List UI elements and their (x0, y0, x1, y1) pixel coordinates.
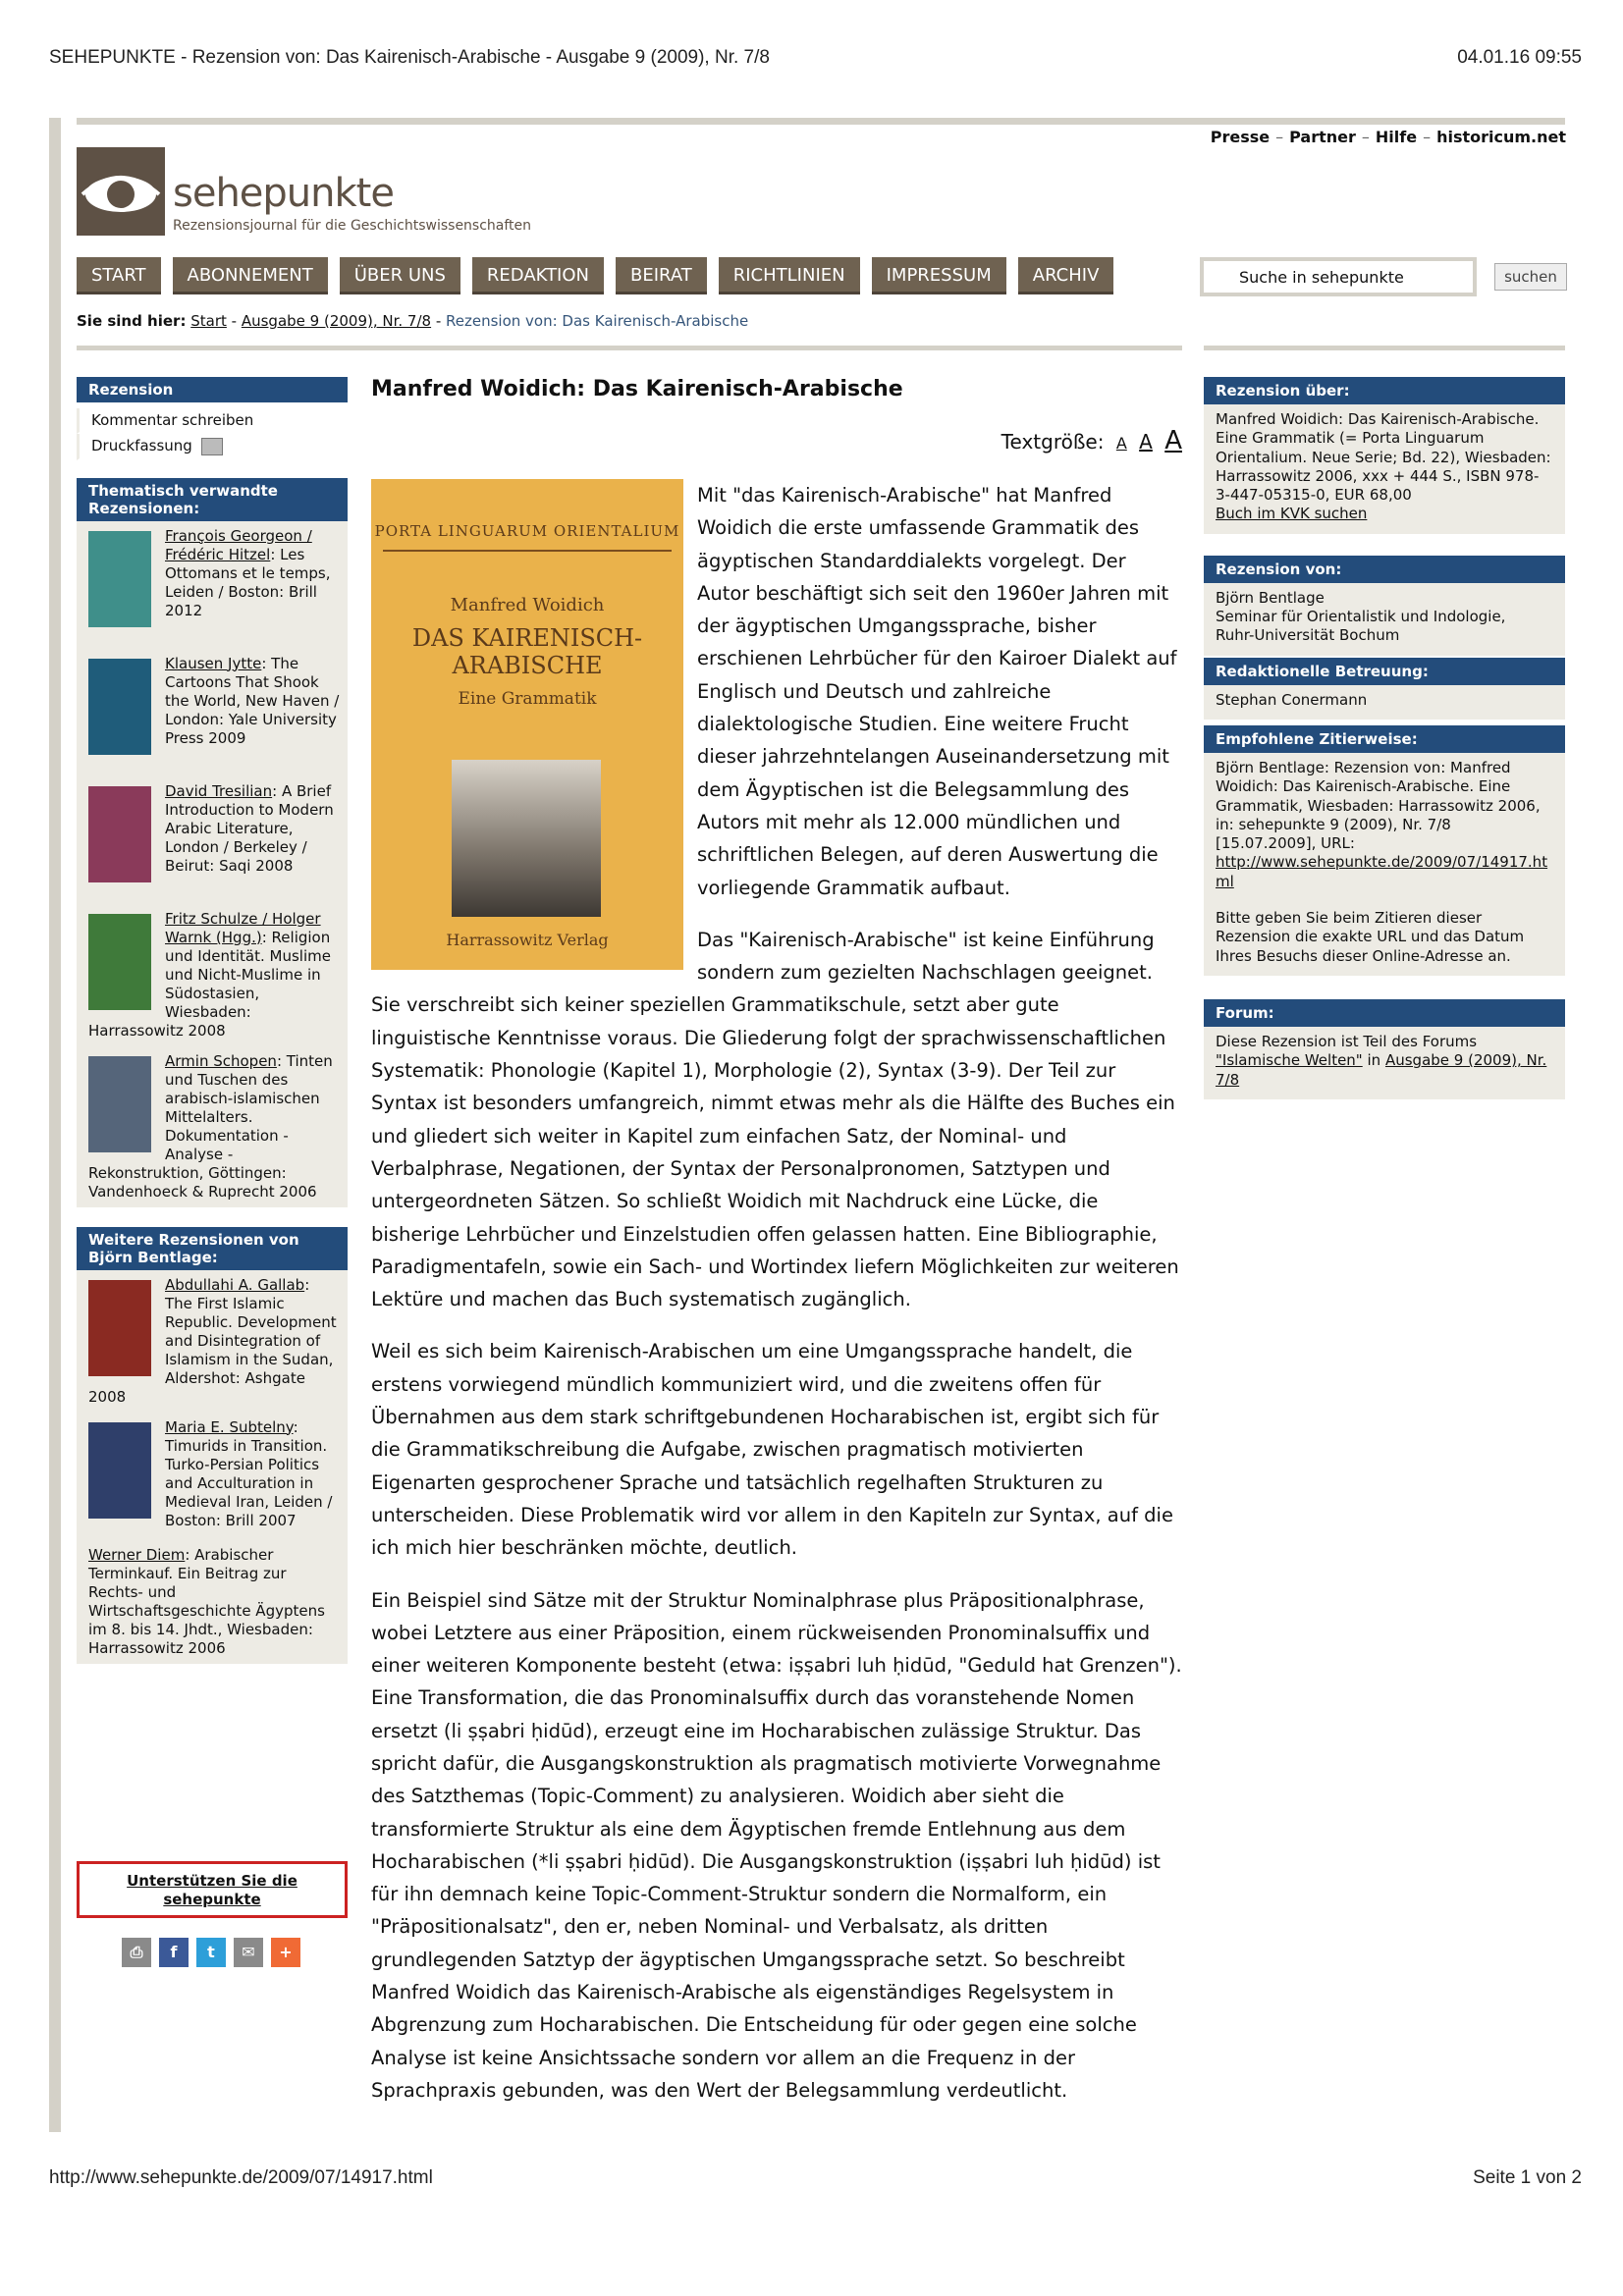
left-decor-rule (49, 118, 61, 2132)
book-thumbnail[interactable] (88, 659, 151, 755)
nav-redaktion[interactable]: REDAKTION (472, 257, 604, 294)
related-item[interactable] (77, 776, 348, 904)
print-page: Seite 1 von 2 (1473, 2167, 1582, 2188)
cover-publisher: Harrassowitz Verlag (446, 931, 609, 949)
kvk-link[interactable]: Buch im KVK suchen (1216, 505, 1368, 523)
search-input[interactable] (1204, 261, 1473, 293)
top-decor-rule (77, 118, 1565, 125)
book-thumbnail[interactable] (88, 914, 151, 1010)
about-text: Manfred Woidich: Das Kairenisch-Arabische. Eine Grammatik (= Porta Linguarum Orientalium. Neue Serie; Bd. 22), Wiesbaden: Harrassowitz 2006, xxx + 444 S., ISBN 978-3-447-05315-0, EUR 68,00 (1216, 410, 1551, 505)
print-url: http://www.sehepunkte.de/2009/07/14917.html (49, 2167, 433, 2188)
twitter-icon[interactable]: t (196, 1938, 226, 1967)
about-body (1204, 404, 1565, 534)
top-links: Presse – Partner – Hilfe – historicum.net (1210, 128, 1566, 146)
nav-impressum[interactable]: IMPRESSUM (872, 257, 1006, 294)
book-thumbnail[interactable] (88, 531, 151, 627)
breadcrumb: Sie sind hier: Start - Ausgabe 9 (2009), Nr. 7/8 - Rezension von: Das Kairenisch-Arabische (77, 312, 749, 330)
nav-richtlinien[interactable]: RICHTLINIEN (719, 257, 860, 294)
print-title: SEHEPUNKTE - Rezension von: Das Kairenisch-Arabische - Ausgabe 9 (2009), Nr. 7/8 (49, 47, 770, 68)
nav-archiv[interactable]: ARCHIV (1018, 257, 1114, 294)
more-item[interactable] (77, 1270, 348, 1413)
printer-icon (201, 438, 223, 455)
review-authors[interactable]: Maria E. Subtelny (165, 1417, 294, 1436)
book-thumbnail[interactable] (88, 786, 151, 882)
nav-beirat[interactable]: BEIRAT (616, 257, 707, 294)
logo-name: sehepunkte (173, 171, 394, 216)
book-cover (371, 479, 683, 970)
editor-head: Redaktionelle Betreuung: (1204, 658, 1565, 685)
text-size-large[interactable]: A (1164, 426, 1182, 455)
review-title: : Tinten und Tuschen des arabisch-islamischen Mittelalters. Dokumentation - Analyse - Rekonstruktion, Göttingen: Vandenhoeck & Ruprecht 2006 (88, 1051, 333, 1201)
cite-head: Empfohlene Zitierweise: (1204, 725, 1565, 753)
review-title: : Arabischer Terminkauf. Ein Beitrag zur Rechts- und Wirtschaftsgeschichte Ägyptens im 8. bis 14. Jhdt., Wiesbaden: Harrassowitz 2006 (88, 1545, 325, 1657)
more-item[interactable] (77, 1413, 348, 1540)
editor-body (1204, 685, 1565, 720)
link-partner[interactable]: Partner (1289, 128, 1356, 146)
review-authors[interactable]: Abdullahi A. Gallab (165, 1275, 305, 1294)
breadcrumb-prefix: Sie sind hier: (77, 312, 187, 330)
paragraph-2: Das "Kairenisch-Arabische" ist keine Einführung sondern zum gezielten Nachschlagen geeignet. Sie verschreibt sich keiner speziellen Grammatikschule, setzt aber gute linguistische Kenntnisse voraus. Die Gliederung folgt der sprachwissenschaftlichen Systematik: Phonologie (Kapitel 1), Morphologie (2), Syntax (3-9). Der Teil zur Syntax ist besonders umfangreich, nimmt etwas mehr als die Hälfte des Buches ein und gliedert sich weiter in Kapitel zum einfachen Satz, der Nominal- und Verbalphrase, Negationen, der Syntax der Personalpronomen, Satztypen und untergeordneten Sätzen. So schließt Woidich mit Nachdruck eine Lücke, die bisherige Lehrbücher und Einzelstudien offen gelassen hatten. Eine Bibliographie, Paradigmentafeln, sowie ein Sach- und Wortindex liefern Möglichkeiten zur weiteren Lektüre und machen das Buch systematisch zugänglich. (371, 928, 1179, 1311)
print-datetime: 04.01.16 09:55 (1457, 47, 1582, 68)
share-buttons (122, 1938, 308, 1967)
print-icon[interactable]: ⎙ (122, 1938, 151, 1967)
link-hilfe[interactable]: Hilfe (1375, 128, 1418, 146)
related-item[interactable] (77, 904, 348, 1046)
main-nav (77, 257, 1125, 296)
text-size-medium[interactable]: A (1139, 430, 1153, 454)
review-authors[interactable]: David Tresilian (165, 781, 273, 800)
link-presse[interactable]: Presse (1210, 128, 1271, 146)
paragraph-3: Weil es sich beim Kairenisch-Arabischen um eine Umgangssprache handelt, die erstens vorwiegend mündlich kommuniziert wird, und die zweitens offen für Übernahmen aus dem stark schriftgebundenen Hocharabischen ist, ergibt sich für die Grammatikschreibung die Aufgabe, zwischen pragmatisch motivierten Eigenarten gesprochener Sprache und tatsächlich regelhaften Strukturen zu unterscheiden. Diese Problematik wird vor allem in den Kapiteln zur Syntax, auf die ich mich hier beschränken möchte, deutlich. (371, 1340, 1173, 1560)
main-content (371, 377, 1182, 2102)
kommentar-link[interactable]: Kommentar schreiben (77, 408, 348, 434)
reviewer-name: Björn Bentlage (1216, 588, 1325, 607)
forum-issue-link[interactable]: Ausgabe 9 (2009), Nr. 7/8 (1216, 1051, 1547, 1089)
site-logo[interactable] (77, 147, 587, 238)
cover-mosque-photo (452, 760, 601, 917)
breadcrumb-issue[interactable]: Ausgabe 9 (2009), Nr. 7/8 (241, 312, 432, 330)
about-head: Rezension über: (1204, 377, 1565, 404)
forum-mid: in (1367, 1051, 1381, 1070)
cover-series: PORTA LINGUARUM ORIENTALIUM (374, 522, 680, 540)
breadcrumb-start[interactable]: Start (190, 312, 227, 330)
cover-title: DAS KAIRENISCH-ARABISCHE (411, 624, 643, 679)
review-authors[interactable]: Armin Schopen (165, 1051, 277, 1070)
breadcrumb-rule-right (1204, 346, 1565, 350)
forum-prefix: Diese Rezension ist Teil des Forums (1216, 1032, 1478, 1050)
link-historicum[interactable]: historicum.net (1436, 128, 1566, 146)
related-box-head: Thematisch verwandte Rezensionen: (77, 478, 348, 521)
search-button[interactable]: suchen (1494, 263, 1567, 291)
right-sidebar (1204, 377, 1565, 1099)
review-title: : Religion und Identität. Muslime und Nicht-Muslime in Südostasien, Wiesbaden: Harrassowitz 2008 (88, 928, 331, 1040)
more-reviews (77, 1270, 348, 1664)
more-box-head: Weitere Rezensionen von Björn Bentlage: (77, 1227, 348, 1270)
search-box (1200, 257, 1477, 296)
cite-note: Bitte geben Sie beim Zitieren dieser Rezension die exakte URL und das Datum Ihres Besuchs dieser Online-Adresse an. (1216, 909, 1525, 965)
rezension-box-head: Rezension (77, 377, 348, 402)
book-thumbnail[interactable] (88, 1280, 151, 1376)
cover-rule (383, 550, 672, 552)
left-sidebar (77, 377, 348, 1664)
book-thumbnail[interactable] (88, 1056, 151, 1152)
plus-icon[interactable]: + (271, 1938, 300, 1967)
page-title: Manfred Woidich: Das Kairenisch-Arabische (371, 377, 903, 401)
by-body (1204, 583, 1565, 656)
cite-url[interactable]: http://www.sehepunkte.de/2009/07/14917.html (1216, 853, 1548, 890)
cover-subtitle: Eine Grammatik (458, 689, 597, 709)
breadcrumb-rule (77, 346, 1182, 350)
book-thumbnail[interactable] (88, 1422, 151, 1519)
forum-head: Forum: (1204, 999, 1565, 1027)
by-head: Rezension von: (1204, 556, 1565, 583)
review-authors[interactable]: François Georgeon / Frédéric Hitzel (165, 526, 312, 563)
text-size-control (1001, 426, 1182, 455)
text-size-small[interactable]: A (1115, 434, 1127, 453)
forum-link[interactable]: "Islamische Welten" (1216, 1051, 1363, 1070)
related-item[interactable] (77, 649, 348, 776)
nav-ueber-uns[interactable]: ÜBER UNS (340, 257, 460, 294)
related-item[interactable] (77, 521, 348, 649)
reviewer-affil-1: Seminar für Orientalistik und Indologie, (1216, 608, 1506, 626)
paragraph-4: Ein Beispiel sind Sätze mit der Struktur Nominalphrase plus Präpositionalphrase, wobei Letztere aus einer Präposition, einem rückweisenden Pronominalsuffix und einer weiteren Komponente besteht (etwa: iṣṣabri luh ḥidūd, "Geduld hat Grenzen"). Eine Transformation, die das Pronominalsuffix durch das voranstehende Nomen ersetzt (li ṣṣabri ḥidūd), erzeugt eine im Hocharabischen zulässige Struktur. Das spricht dafür, die Ausgangskonstruktion als pragmatisch motivierte Vorwegnahme des Satzthemas (Topic-Comment) zu analysieren. Woidich aber sieht die transformierte Struktur als eine dem Ägyptischen fremde Entlehnung aus dem Hocharabischen (*li ṣṣabri ḥidūd). Die Ausgangskonstruktion (iṣṣabri luh ḥidūd) ist für ihn demnach keine Topic-Comment-Struktur sondern die Normalform, ein "Präpositionalsatz", den er, neben Nominal- und Verbalsatz, als dritten grundlegenden Satztyp der ägyptischen Umgangssprache setzt. So beschreibt Manfred Woidich das Kairenisch-Arabische als eigenständiges Regelsystem in Abgrenzung zum Hocharabischen. Die Entscheidung für oder gegen eine solche Analyse ist keine Ansichtssache sondern vor allem an die Frequenz in der Sprachpraxis gebunden, was den Wert der Belegsammlung verdeutlicht. (371, 1588, 1182, 2102)
review-title: : Les Ottomans et le temps, Leiden / Boston: Brill 2012 (165, 545, 331, 619)
forum-body (1204, 1027, 1565, 1099)
review-authors[interactable]: Fritz Schulze / Holger Warnk (Hgg.) (165, 909, 321, 946)
print-footer (49, 2167, 1582, 2191)
review-title: : A Brief Introduction to Modern Arabic Literature, London / Berkeley / Beirut: Saqi 2008 (165, 781, 334, 875)
reviewer-affil-2: Ruhr-Universität Bochum (1216, 626, 1400, 645)
paragraph-1: Mit "das Kairenisch-Arabische" hat Manfred Woidich die erste umfassende Grammatik des ägyptischen Standarddialekts vorgelegt. Der Autor beschäftigt sich seit den 1960er Jahren mit der ägyptischen Umgangssprache, bisher erschienen Lehrbücher für den Kairoer Dialekt auf Englisch und Deutsch und zahlreiche dialektologische Studien. Eine weitere Frucht dieser jahrzehntelangen Auseinandersetzung mit dem Ägyptischen ist die Belegsammlung des Autors mit mehr als 12.000 mündlichen und schriftlichen Belegen, auf deren Auswertung die vorliegende Grammatik aufbaut. (697, 484, 1177, 899)
related-item[interactable] (77, 1046, 348, 1207)
support-link[interactable]: Unterstützen Sie die sehepunkte (77, 1861, 348, 1918)
review-title: : Timurids in Transition. Turko-Persian Politics and Acculturation in Medieval Iran, Leiden / Boston: Brill 2007 (165, 1417, 333, 1529)
review-authors[interactable]: Klausen Jytte (165, 654, 262, 672)
eye-logo-icon (77, 147, 165, 236)
review-authors[interactable]: Werner Diem (88, 1545, 186, 1564)
cite-body (1204, 753, 1565, 976)
related-reviews (77, 521, 348, 1207)
review-title: : The Cartoons That Shook the World, New Haven / London: Yale University Press 2009 (165, 654, 340, 747)
mail-icon[interactable]: ✉ (234, 1938, 263, 1967)
druckfassung-link[interactable] (77, 434, 348, 460)
breadcrumb-current: Rezension von: Das Kairenisch-Arabische (446, 312, 749, 330)
nav-start[interactable]: START (77, 257, 161, 294)
logo-tagline: Rezensionsjournal für die Geschichtswissenschaften (173, 218, 532, 234)
review-title: : The First Islamic Republic. Development and Disintegration of Islamism in the Sudan, Aldershot: Ashgate 2008 (88, 1275, 337, 1406)
druckfassung-label: Druckfassung (91, 437, 192, 454)
cite-text: Björn Bentlage: Rezension von: Manfred Woidich: Das Kairenisch-Arabische. Eine Grammatik, Wiesbaden: Harrassowitz 2006, in: sehepunkte 9 (2009), Nr. 7/8 [15.07.2009], URL: (1216, 758, 1541, 853)
print-header (49, 47, 1582, 71)
cover-author: Manfred Woidich (450, 595, 605, 615)
facebook-icon[interactable]: f (159, 1938, 189, 1967)
nav-abonnement[interactable]: ABONNEMENT (173, 257, 328, 294)
editor-name: Stephan Conermann (1216, 690, 1368, 709)
text-size-label: Textgröße: (1001, 430, 1105, 454)
more-item[interactable] (77, 1540, 348, 1664)
